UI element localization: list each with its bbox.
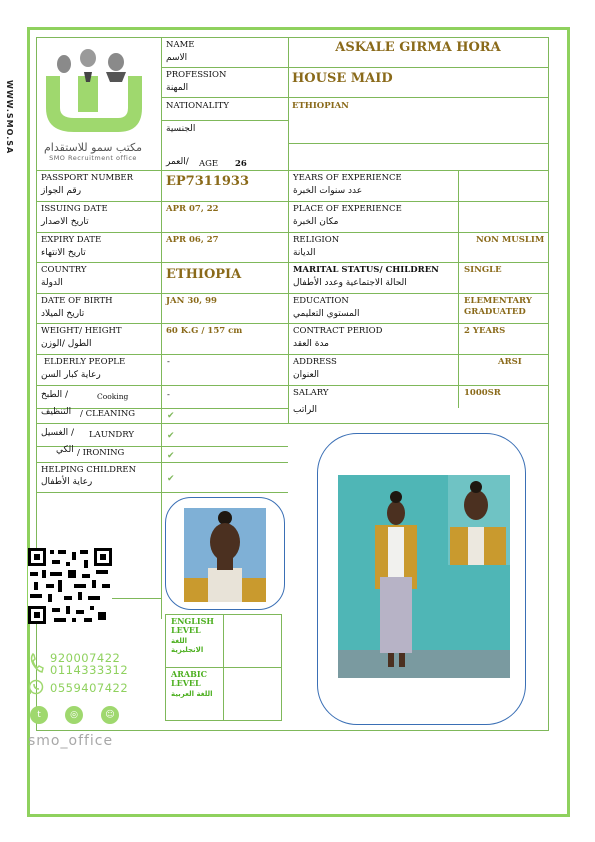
weight-height-value: 60 K.G / 157 cm	[166, 326, 243, 336]
cooking-label-ar: الطبخ /	[41, 390, 69, 400]
logo-mark-icon	[38, 42, 158, 137]
phone-number-1[interactable]: 920007422	[50, 651, 121, 665]
nationality-value: ETHIOPIAN	[292, 101, 349, 111]
dob-label-ar: تاريخ الميلاد	[41, 309, 85, 319]
office-logo	[38, 42, 158, 172]
elderly-label-ar: رعاية كبار السن	[41, 370, 101, 380]
contract-value: 2 YEARS	[464, 326, 506, 336]
dob-label: DATE OF BIRTH	[41, 296, 113, 306]
qr-code-icon	[28, 548, 112, 624]
marital-label-ar: الحالة الاجتماعية وعدد الأطفال	[293, 278, 407, 288]
education-label-ar: المستوي التعليمي	[293, 309, 360, 319]
passport-label-ar: رقم الجواز	[41, 186, 82, 196]
issuing-date-label-ar: تاريخ الاصدار	[41, 217, 89, 227]
ironing-label-ar: الكي	[56, 445, 74, 455]
nationality-label: NATIONALITY	[166, 101, 229, 111]
religion-label-ar: الديانة	[293, 248, 316, 258]
profession-label: PROFESSION	[166, 70, 227, 80]
weight-height-label: WEIGHT/ HEIGHT	[41, 326, 122, 336]
salary-value: 1000SR	[464, 388, 501, 398]
twitter-icon[interactable]: t	[30, 706, 48, 724]
instagram-icon[interactable]: ◎	[65, 706, 83, 724]
contract-label-ar: مدة العقد	[293, 339, 329, 349]
phone-icon	[30, 652, 44, 674]
fullbody-photo	[338, 475, 510, 678]
arabic-level-label: ARABIC LEVEL	[171, 669, 207, 688]
whatsapp-icon	[28, 679, 44, 695]
dob-value: JAN 30, 99	[166, 296, 217, 306]
fullbody-photo-frame	[317, 433, 526, 725]
profession-label-ar: المهنة	[166, 83, 189, 93]
salary-label-ar: الراتب	[293, 405, 318, 415]
cleaning-check-icon: ✔	[167, 411, 175, 421]
logo-english-name: SMO Recruitment office	[49, 154, 137, 162]
cleaning-label-ar: التنظيف	[41, 407, 72, 417]
ironing-label: / IRONING	[77, 448, 125, 458]
issuing-date-label: ISSUING DATE	[41, 204, 108, 214]
name-label: NAME	[166, 40, 195, 50]
ironing-check-icon: ✔	[167, 451, 175, 461]
marital-label: MARITAL STATUS/ CHILDREN	[293, 265, 439, 275]
experience-years-label: YEARS OF EXPERIENCE	[293, 173, 402, 183]
country-label: COUNTRY	[41, 265, 87, 275]
laundry-check-icon: ✔	[167, 431, 175, 441]
children-label: HELPING CHILDREN	[41, 465, 137, 475]
side-website-text: WWW.SMO.SA	[5, 80, 14, 155]
religion-value: NON MUSLIM	[476, 235, 545, 245]
weight-height-label-ar: الطول /الوزن	[41, 339, 92, 349]
portrait-photo	[184, 508, 266, 602]
age-value: 26	[235, 159, 247, 169]
elderly-value: -	[167, 357, 170, 367]
snapchat-icon[interactable]: ☺	[101, 706, 119, 724]
social-handle[interactable]: smo_office	[28, 733, 114, 749]
children-check-icon: ✔	[167, 474, 175, 484]
laundry-label-ar: الغسيل /	[41, 428, 75, 438]
expiry-date-label-ar: تاريخ الانتهاء	[41, 248, 86, 258]
cooking-label: Cooking	[97, 392, 129, 401]
nationality-label-ar: الجنسية	[166, 124, 196, 134]
english-level-label: ENGLISH LEVEL	[171, 616, 214, 635]
phone-number-2[interactable]: 0114333312	[50, 663, 129, 677]
name-label-ar: الاسم	[166, 53, 188, 63]
elderly-label: ELDERLY PEOPLE	[44, 357, 126, 367]
logo-arabic-name: مكتب سمو للاستقدام	[44, 141, 142, 154]
education-label: EDUCATION	[293, 296, 349, 306]
issuing-date-value: APR 07, 22	[166, 204, 219, 214]
laundry-label: LAUNDRY	[89, 430, 134, 440]
experience-years-label-ar: عدد سنوات الخبرة	[293, 186, 363, 196]
address-label: ADDRESS	[293, 357, 337, 367]
cooking-value: -	[167, 390, 170, 400]
qr-code[interactable]	[28, 548, 112, 624]
passport-value: EP7311933	[166, 174, 250, 189]
education-value: ELEMENTARY GRADUATED	[464, 296, 532, 317]
contract-label: CONTRACT PERIOD	[293, 326, 383, 336]
children-label-ar: رعاية الأطفال	[41, 477, 93, 487]
country-value: ETHIOPIA	[166, 267, 242, 282]
expiry-date-label: EXPIRY DATE	[41, 235, 102, 245]
candidate-name: ASKALE GIRMA HORA	[335, 40, 501, 55]
age-label-ar: العمر/	[166, 157, 189, 167]
experience-place-label: PLACE OF EXPERIENCE	[293, 204, 402, 214]
salary-label: SALARY	[293, 388, 329, 398]
profession-value: HOUSE MAID	[292, 71, 393, 86]
country-label-ar: الدولة	[41, 278, 63, 288]
whatsapp-number[interactable]: 0559407422	[50, 681, 129, 695]
arabic-level-label-ar: اللغة العربية	[171, 690, 213, 698]
age-label: AGE	[199, 159, 219, 169]
address-label-ar: العنوان	[293, 370, 320, 380]
expiry-date-value: APR 06, 27	[166, 235, 219, 245]
experience-place-label-ar: مكان الخبرة	[293, 217, 339, 227]
cleaning-label: / CLEANING	[80, 409, 136, 419]
passport-label: PASSPORT NUMBER	[41, 173, 134, 183]
portrait-photo-frame	[165, 497, 285, 610]
english-level-label-ar: اللغة الانجليزية	[171, 637, 204, 654]
marital-value: SINGLE	[464, 265, 502, 275]
religion-label: RELIGION	[293, 235, 340, 245]
address-value: ARSI	[498, 357, 522, 367]
